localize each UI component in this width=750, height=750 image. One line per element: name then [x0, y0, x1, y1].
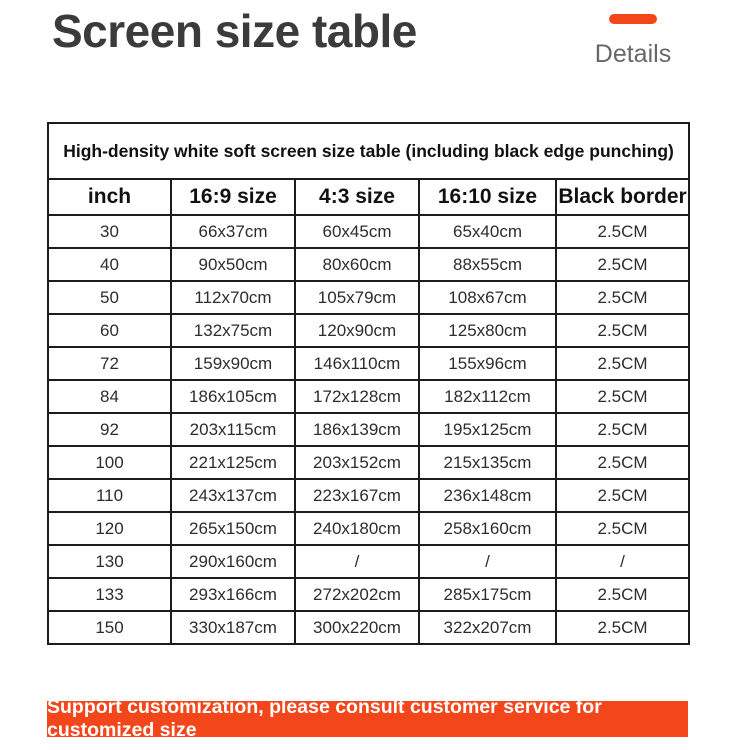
table-cell: 2.5CM	[556, 512, 689, 545]
table-cell: 236x148cm	[419, 479, 556, 512]
table-cell: /	[419, 545, 556, 578]
table-row	[48, 248, 689, 281]
column-header: 16:10 size	[419, 179, 556, 215]
table-row	[48, 578, 689, 611]
customization-notice-bar	[47, 696, 688, 741]
table-cell: 112x70cm	[171, 281, 295, 314]
table-cell: 50	[48, 281, 171, 314]
table-row	[48, 314, 689, 347]
table-cell: 290x160cm	[171, 545, 295, 578]
table-cell: 195x125cm	[419, 413, 556, 446]
table-cell: 125x80cm	[419, 314, 556, 347]
table-cell: 159x90cm	[171, 347, 295, 380]
table-cell: 330x187cm	[171, 611, 295, 644]
table-cell: 186x139cm	[295, 413, 419, 446]
table-cell: 130	[48, 545, 171, 578]
table-cell: 132x75cm	[171, 314, 295, 347]
table-row	[48, 611, 689, 644]
table-cell: 2.5CM	[556, 215, 689, 248]
table-cell: 84	[48, 380, 171, 413]
column-header: inch	[48, 179, 171, 215]
table-cell: 182x112cm	[419, 380, 556, 413]
table-cell: 155x96cm	[419, 347, 556, 380]
table-cell: 203x115cm	[171, 413, 295, 446]
table-cell: 293x166cm	[171, 578, 295, 611]
table-row	[48, 446, 689, 479]
table-cell: 2.5CM	[556, 413, 689, 446]
table-caption: High-density white soft screen size table (including black edge punching)	[48, 123, 689, 179]
table-cell: 2.5CM	[556, 380, 689, 413]
column-header: 4:3 size	[295, 179, 419, 215]
table-cell: 300x220cm	[295, 611, 419, 644]
table-cell: 60x45cm	[295, 215, 419, 248]
table-caption-row	[48, 123, 689, 179]
table-cell: 2.5CM	[556, 281, 689, 314]
table-cell: 272x202cm	[295, 578, 419, 611]
table-cell: 40	[48, 248, 171, 281]
column-header: Black border	[556, 179, 689, 215]
table-cell: 2.5CM	[556, 347, 689, 380]
table-cell: /	[556, 545, 689, 578]
table-cell: 186x105cm	[171, 380, 295, 413]
table-cell: 2.5CM	[556, 446, 689, 479]
table-cell: 322x207cm	[419, 611, 556, 644]
table-cell: 72	[48, 347, 171, 380]
table-row	[48, 545, 689, 578]
table-row	[48, 512, 689, 545]
table-cell: 2.5CM	[556, 248, 689, 281]
table-cell: 2.5CM	[556, 314, 689, 347]
table-row	[48, 347, 689, 380]
table-cell: 2.5CM	[556, 611, 689, 644]
table-cell: 30	[48, 215, 171, 248]
table-cell: 2.5CM	[556, 479, 689, 512]
table-cell: 80x60cm	[295, 248, 419, 281]
table-cell: 172x128cm	[295, 380, 419, 413]
table-cell: 146x110cm	[295, 347, 419, 380]
size-table	[47, 122, 690, 645]
table-cell: 285x175cm	[419, 578, 556, 611]
table-cell: 90x50cm	[171, 248, 295, 281]
table-cell: 243x137cm	[171, 479, 295, 512]
column-header: 16:9 size	[171, 179, 295, 215]
table-cell: 60	[48, 314, 171, 347]
details-section-marker	[573, 11, 693, 69]
table-cell: 2.5CM	[556, 578, 689, 611]
table-header-row	[48, 179, 689, 215]
size-table-body	[48, 215, 689, 644]
table-cell: 215x135cm	[419, 446, 556, 479]
table-row	[48, 281, 689, 314]
table-cell: 66x37cm	[171, 215, 295, 248]
details-pill-icon	[609, 14, 657, 24]
table-cell: 150	[48, 611, 171, 644]
table-cell: 240x180cm	[295, 512, 419, 545]
table-cell: 258x160cm	[419, 512, 556, 545]
table-row	[48, 413, 689, 446]
page-title: Screen size table	[52, 5, 417, 57]
table-cell: 105x79cm	[295, 281, 419, 314]
table-cell: 265x150cm	[171, 512, 295, 545]
table-cell: 108x67cm	[419, 281, 556, 314]
table-cell: 133	[48, 578, 171, 611]
table-cell: 92	[48, 413, 171, 446]
table-cell: 65x40cm	[419, 215, 556, 248]
table-cell: 88x55cm	[419, 248, 556, 281]
table-cell: 120	[48, 512, 171, 545]
table-row	[48, 479, 689, 512]
table-cell: 120x90cm	[295, 314, 419, 347]
customization-notice-text: Support customization, please consult customer service for customized size	[47, 696, 602, 741]
table-cell: 110	[48, 479, 171, 512]
table-cell: 221x125cm	[171, 446, 295, 479]
details-label: Details	[594, 40, 672, 68]
table-cell: 203x152cm	[295, 446, 419, 479]
table-cell: 223x167cm	[295, 479, 419, 512]
table-cell: 100	[48, 446, 171, 479]
table-row	[48, 380, 689, 413]
table-cell: /	[295, 545, 419, 578]
table-row	[48, 215, 689, 248]
